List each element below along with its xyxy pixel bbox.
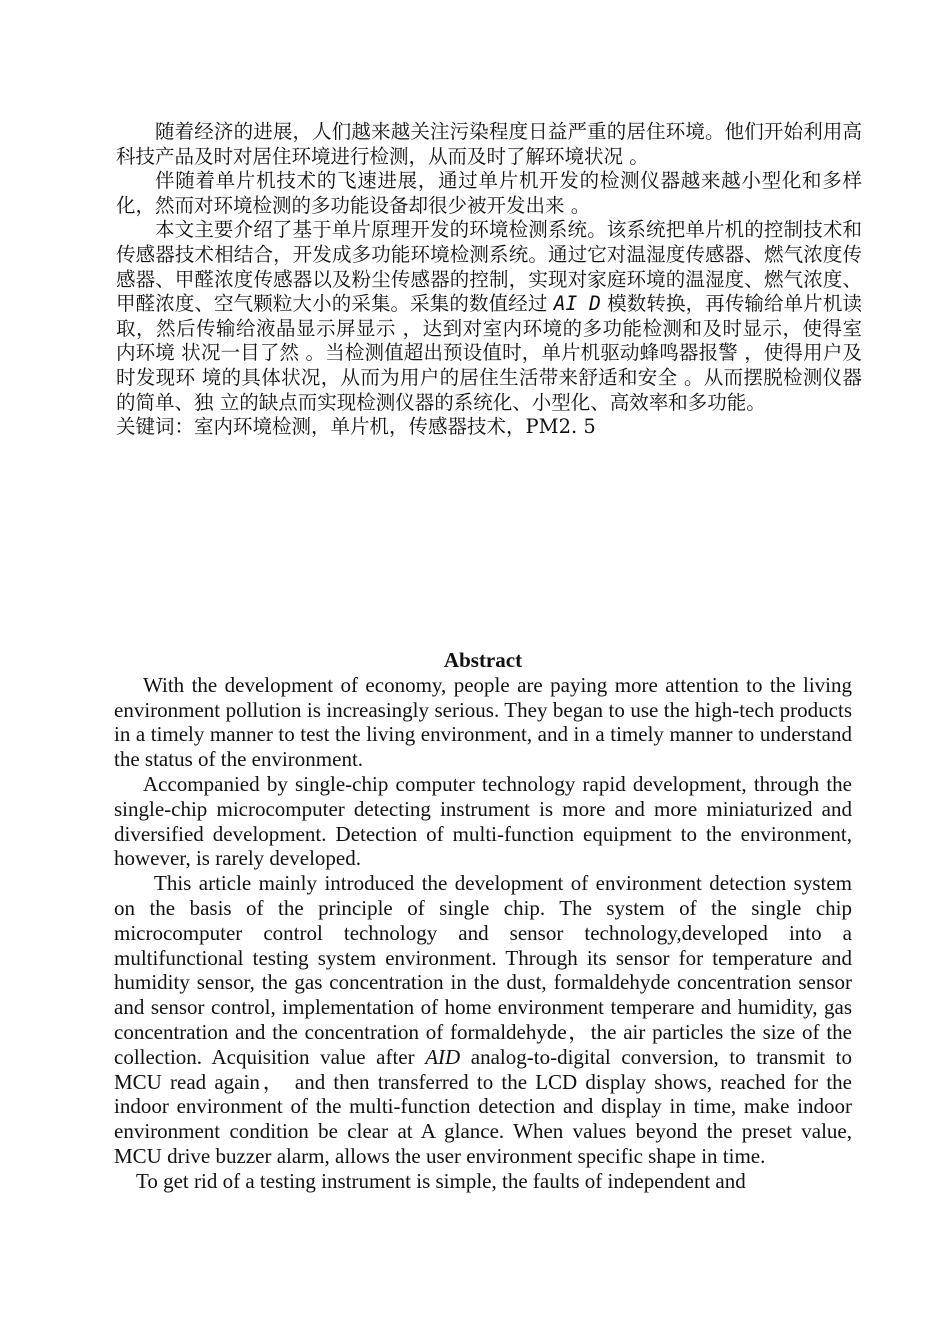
cn-keywords: 关键词：室内环境检测，单片机，传感器技术，PM2. 5 (116, 415, 596, 439)
cn-paragraph-1: 随着经济的进展，人们越来越关注污染程度日益严重的居住环境。他们开始利用高科技产品及时对居住环境进行检测，从而及时了解环境状况 。 (116, 120, 862, 168)
en-paragraph-3 (114, 871, 852, 1169)
en-paragraph-3-text-a: This article mainly introduced the development of environment detection system on the basis of the principle of single chip. The system of the single chip microcomputer control technology and sensor technology,developed into a multifunctional testing system environment. Through its sensor for temperature and humidity sensor, the gas concentration in the dust, formaldehyde concentration sensor and sensor control, implementation of home environment temperare and humidity, gas concentration and the concentration of formaldehyde，the air particles the size of the collection. Acquisition value after (114, 871, 852, 1069)
en-paragraph-2: Accompanied by single-chip computer technology rapid development, through the single-chip microcomputer detecting instrument is more and more miniaturized and diversified development. Detection of multi-function equipment to the environment, however, is rarely developed. (114, 771, 852, 871)
chinese-abstract (116, 120, 862, 440)
cn-paragraph-3-text-b: 模数转换，再传输给单片机读取，然后传输给液晶显示屏显示 ，达到对室内环境的多功能检测和及时显示，使得室内环境 状况一目了然 。当检测值超出预设值时，单片机驱动蜂鸣器报警 ，使得用户及时发现环 境的具体状况，从而为用户的居住生活带来舒适和安全 。从而摆脱检测仪器的简单、独 立的缺点而实现检测仪器的系统化、小型化、高效率和多功能。 (116, 292, 862, 414)
cn-paragraph-3-text-a: 本文主要介绍了基于单片原理开发的环境检测系统。该系统把单片机的控制技术和 传感器技术相结合，开发成多功能环境检测系统。通过它对温湿度传感器、燃气浓度传 感器、甲醛浓度传感器以及粉尘传感器的控制，实现对家庭环境的温湿度、燃气浓度、甲醛浓度、空气颗粒大小的采集。采集的数值经过 (116, 218, 862, 316)
en-paragraph-1: With the development of economy, people are paying more attention to the living environment pollution is increasingly serious. They began to use the high-tech products in a timely manner to test the living environment, and in a timely manner to understand the status of the environment. (114, 672, 852, 772)
abstract-title: Abstract (443, 648, 523, 672)
english-abstract (114, 648, 852, 1194)
cn-ad-term: AI D (553, 292, 601, 316)
cn-paragraph-2: 伴随着单片机技术的飞速进展，通过单片机开发的检测仪器越来越小型化和多样 化，然而对环境检测的多功能设备却很少被开发出来 。 (116, 169, 862, 217)
en-paragraph-4: To get rid of a testing instrument is simple, the faults of independent and (136, 1168, 746, 1193)
en-paragraph-3-text-b: analog-to-digital conversion, to transmit to MCU read again， and then transferred to the LCD display shows, reached for the indoor environment of the multi-function detection and display in time, make indoor environment condition be clear at A glance. When values beyond the preset value, MCU drive buzzer alarm, allows the user environment specific shape in time. (114, 1044, 853, 1168)
en-aid-term: AID (425, 1044, 461, 1069)
cn-paragraph-3 (116, 218, 862, 415)
